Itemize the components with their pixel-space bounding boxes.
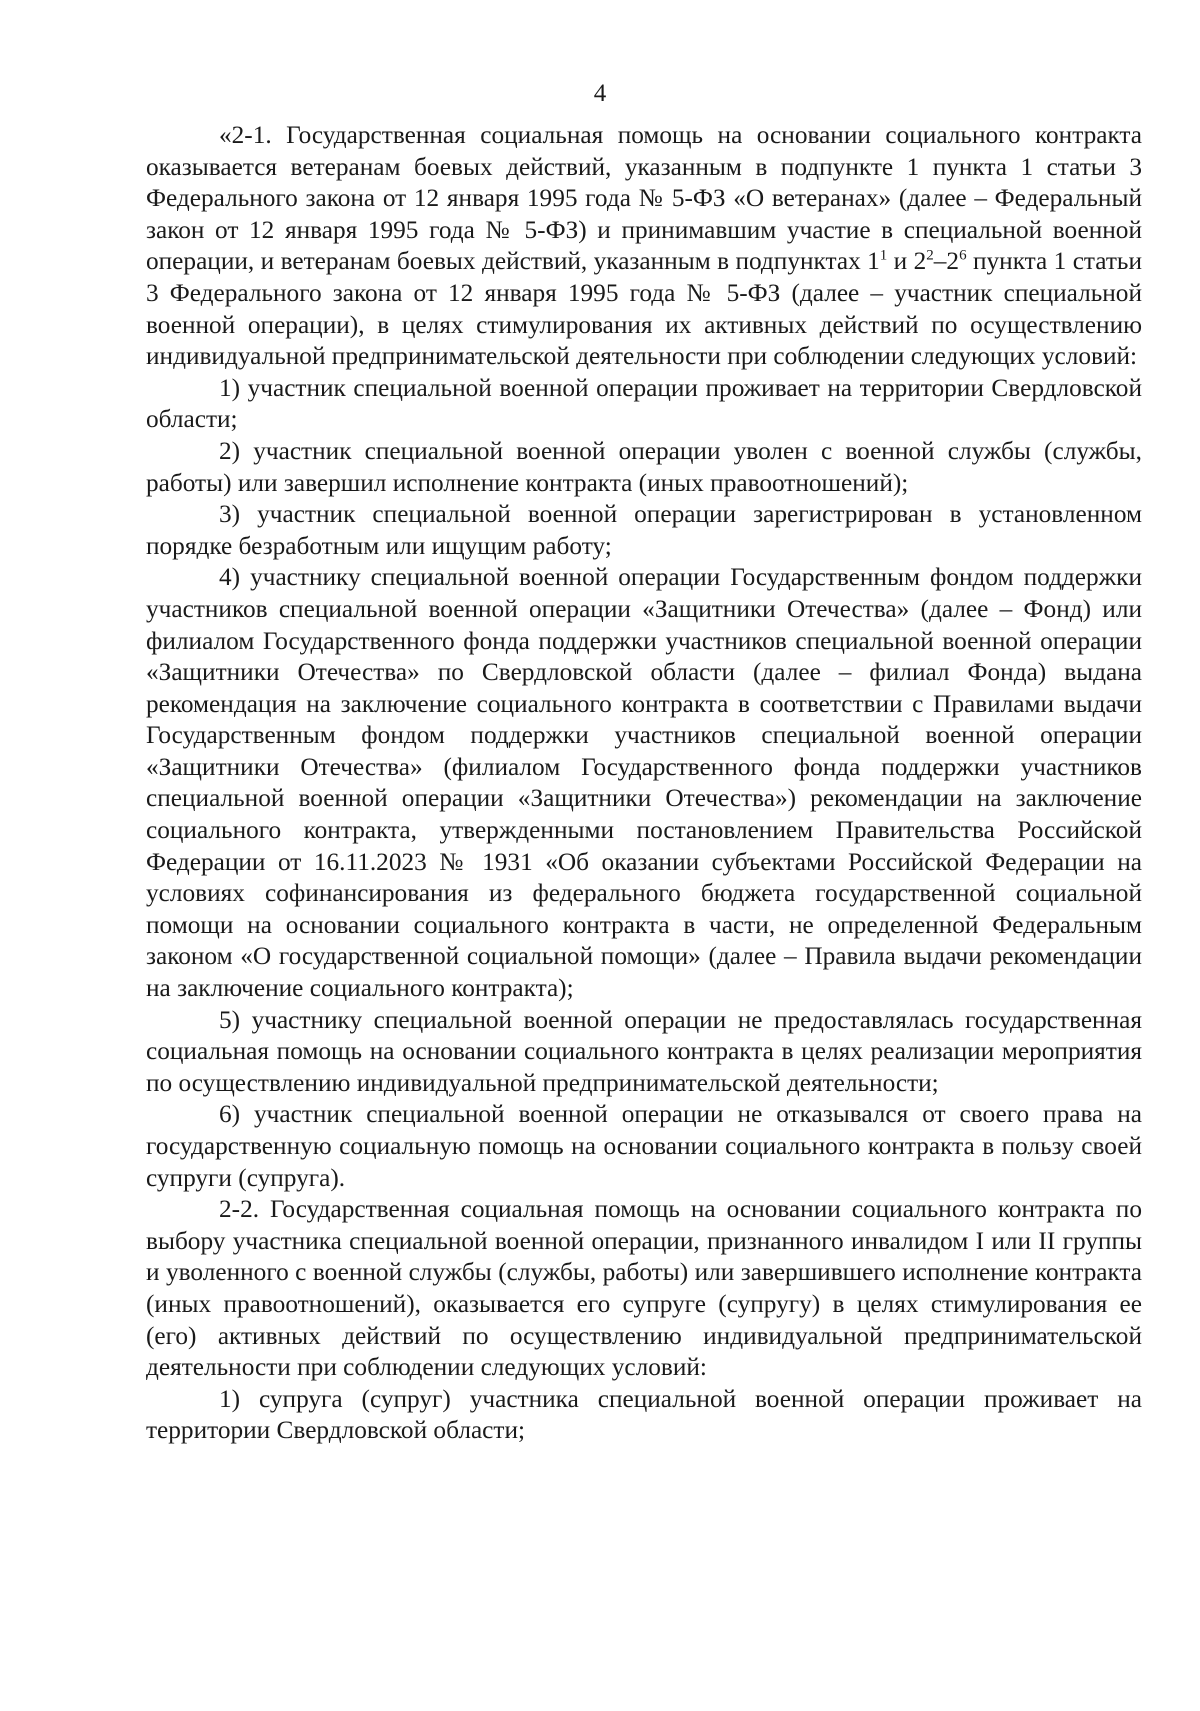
superscript: 6 [959, 247, 967, 264]
paragraph-text: пункта 1 статьи 3 Федерального закона от 12 января 1995 года № 5-ФЗ (далее – участник специальной военной операции), в целях стимулирования их активных действий по осуществлению индивидуальной предпринимательской деятельности при соблюдении следующих условий: [146, 247, 1142, 371]
paragraph [146, 120, 1142, 373]
superscript: 1 [879, 247, 888, 264]
paragraph [146, 1384, 1142, 1447]
paragraph [146, 436, 1142, 499]
page-number: 4 [593, 80, 607, 107]
superscript: 2 [926, 247, 934, 264]
paragraph-text: 5) участнику специальной военной операции не предоставлялась государственная социальная помощь на основании социального контракта в целях реализации мероприятия по осуществлению индивидуальной предпринимательской деятельности; [146, 1005, 1142, 1097]
paragraph-text: 2) участник специальной военной операции уволен с военной службы (службы, работы) или завершил исполнение контракта (иных правоотношений); [146, 436, 1142, 497]
paragraph [146, 562, 1142, 1004]
paragraph-text: 4) участнику специальной военной операции Государственным фондом поддержки участников специальной военной операции «Защитники Отечества» (далее – Фонд) или филиалом Государственного фонда поддержки участников специальной военной операции «Защитники Отечества» по Свердловской области (далее – филиал Фонда) выдана рекомендация на заключение социального контракта в соответствии с Правилами выдачи Государственным фондом поддержки участников специальной военной операции «Защитники Отечества» (филиалом Государственного фонда поддержки участников специальной военной операции «Защитники Отечества») рекомендации на заключение социального контракта, утвержденными постановлением Правительства Российской Федерации от 16.11.2023 № 1931 «Об оказании субъектами Российской Федерации на условиях софинансирования из федерального бюджета государственной социальной помощи на основании социального контракта в части, не определенной Федеральным законом «О государственной социальной помощи» (далее – Правила выдачи рекомендации на заключение социального контракта); [146, 563, 1142, 1003]
paragraph-text: и 2 [887, 247, 927, 276]
paragraph [146, 373, 1142, 436]
paragraph-text: «2-1. Государственная социальная помощь на основании социального контракта оказывается ветеранам боевых действий, указанным в подпункте 1 пункта 1 статьи 3 Федерального закона от 12 января 1995 года № 5-ФЗ «О ветеранах» (далее – Федеральный закон от 12 января 1995 года № 5-ФЗ) и принимавшим участие в специальной военной операции, и ветеранам боевых действий, указанным в подпунктах 1 [146, 121, 1142, 276]
paragraph-text: 2-2. Государственная социальная помощь на основании социального контракта по выбору участника специальной военной операции, признанного инвалидом I или II группы и уволенного с военной службы (службы, работы) или завершившего исполнение контракта (иных правоотношений), оказывается его супруге (супругу) в целях стимулирования ее (его) активных действий по осуществлению индивидуальной предпринимательской деятельности при соблюдении следующих условий: [146, 1195, 1142, 1382]
document-body [146, 120, 1142, 1447]
paragraph-text: 3) участник специальной военной операции зарегистрирован в установленном порядке безработным или ищущим работу; [146, 500, 1142, 560]
paragraph [146, 1099, 1142, 1194]
paragraph-text: 1) супруга (супруг) участника специальной военной операции проживает на территории Свердловской области; [146, 1384, 1142, 1445]
paragraph [146, 1194, 1142, 1384]
paragraph-text: 6) участник специальной военной операции не отказывался от своего права на государственную социальную помощь на основании социального контракта в пользу своей супруги (супруга). [146, 1100, 1142, 1192]
paragraph-text: 1) участник специальной военной операции проживает на территории Свердловской области; [146, 373, 1142, 434]
paragraph-text: –2 [933, 247, 960, 276]
paragraph [146, 1005, 1142, 1100]
paragraph [146, 499, 1142, 562]
